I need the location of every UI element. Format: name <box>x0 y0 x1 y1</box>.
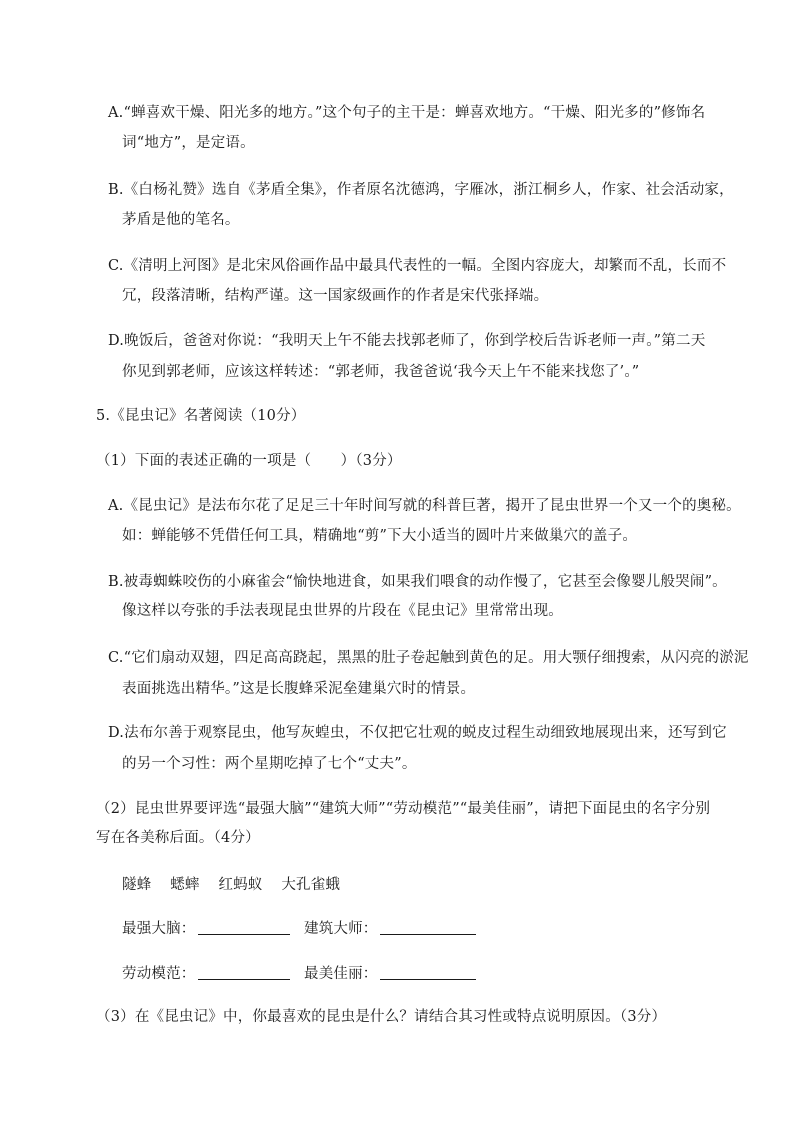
q5-1-option-a-line1: A.《昆虫记》是法布尔花了足足三十年时间写就的科普巨著，揭开了昆虫世界一个又一个的奥秘。 <box>108 498 741 514</box>
q4-option-d-line1: D.晚饭后，爸爸对你说：“我明天上午不能去找郭老师了，你到学校后告诉老师一声。”第二天 <box>108 333 706 349</box>
answer-row-most-beautiful <box>304 962 476 983</box>
insect-name: 蟋蟀 <box>170 877 200 893</box>
q5-title: 5.《昆虫记》名著阅读（10分） <box>96 408 306 424</box>
q4-option-c-line1: C.《清明上河图》是北宋风俗画作品中最具代表性的一幅。全图内容庞大，却繁而不乱，长而不 <box>108 258 727 274</box>
q5-1-option-b-line1: B.被毒蜘蛛咬伤的小麻雀会“愉快地进食，如果我们喂食的动作慢了，它甚至会像婴儿般哭闹”。 <box>108 574 727 590</box>
q5-1-stem: （1）下面的表述正确的一项是（ ）（3分） <box>96 453 402 469</box>
answer-row-strongest-brain <box>122 917 290 938</box>
q4-option-c-line2: 冗，段落清晰，结构严谨。这一国家级画作的作者是宋代张择端。 <box>122 288 549 304</box>
insect-name: 大孔雀蛾 <box>281 877 341 893</box>
q4-option-a-line1: A.“蝉喜欢干燥、阳光多的地方。”这个句子的主干是：蝉喜欢地方。“干燥、阳光多的”修饰名 <box>108 105 706 121</box>
q5-1-option-c-line2: 表面挑选出精华。”这是长腹蜂采泥垒建巢穴时的情景。 <box>122 681 476 697</box>
answer-blank[interactable] <box>198 920 290 935</box>
label-model-worker: 劳动模范： <box>122 966 196 982</box>
q5-1-option-c-line1: C.“它们扇动双翅，四足高高跷起，黑黑的肚子卷起触到黄色的足。用大颚仔细搜索，从闪亮的淤泥 <box>108 650 749 666</box>
q4-option-b-line1: B.《白杨礼赞》选自《茅盾全集》，作者原名沈德鸿，字雁冰，浙江桐乡人，作家、社会活动家， <box>108 182 734 198</box>
label-most-beautiful: 最美佳丽： <box>304 966 378 982</box>
q4-option-a-line2: 词“地方”，是定语。 <box>122 135 255 151</box>
q5-1-option-d-line2: 的另一个习性：两个星期吃掉了七个“丈夫”。 <box>122 756 417 772</box>
answer-blank[interactable] <box>380 965 476 980</box>
q4-option-b-line2: 茅盾是他的笔名。 <box>122 212 240 228</box>
insect-name: 隧蜂 <box>122 877 152 893</box>
q5-2-stem-line1: （2）昆虫世界要评选“最强大脑”“建筑大师”“劳动模范”“最美佳丽”，请把下面昆虫的名字分别 <box>96 801 711 817</box>
label-strongest-brain: 最强大脑： <box>122 921 196 937</box>
q5-1-option-b-line2: 像这样以夸张的手法表现昆虫世界的片段在《昆虫记》里常常出现。 <box>122 603 563 619</box>
q5-1-option-d-line1: D.法布尔善于观察昆虫，他写灰蝗虫，不仅把它壮观的蜕皮过程生动细致地展现出来，还写到它 <box>108 725 727 741</box>
answer-blank[interactable] <box>380 920 476 935</box>
q4-option-d-line2: 你见到郭老师，应该这样转述：“郭老师，我爸爸说‘我今天上午不能来找您了’。” <box>122 364 640 380</box>
label-master-builder: 建筑大师： <box>304 921 378 937</box>
answer-blank[interactable] <box>198 965 290 980</box>
q5-2-stem-line2: 写在各美称后面。（4分） <box>96 830 260 846</box>
answer-row-master-builder <box>304 917 476 938</box>
answer-row-model-worker <box>122 962 290 983</box>
q5-3-stem: （3）在《昆虫记》中，你最喜欢的昆虫是什么？请结合其习性或特点说明原因。（3分） <box>96 1009 667 1025</box>
insect-word-bank <box>122 873 354 894</box>
q5-1-option-a-line2: 如：蝉能够不凭借任何工具，精确地“剪”下大小适当的圆叶片来做巢穴的盖子。 <box>122 528 638 544</box>
insect-name: 红蚂蚁 <box>218 877 263 893</box>
